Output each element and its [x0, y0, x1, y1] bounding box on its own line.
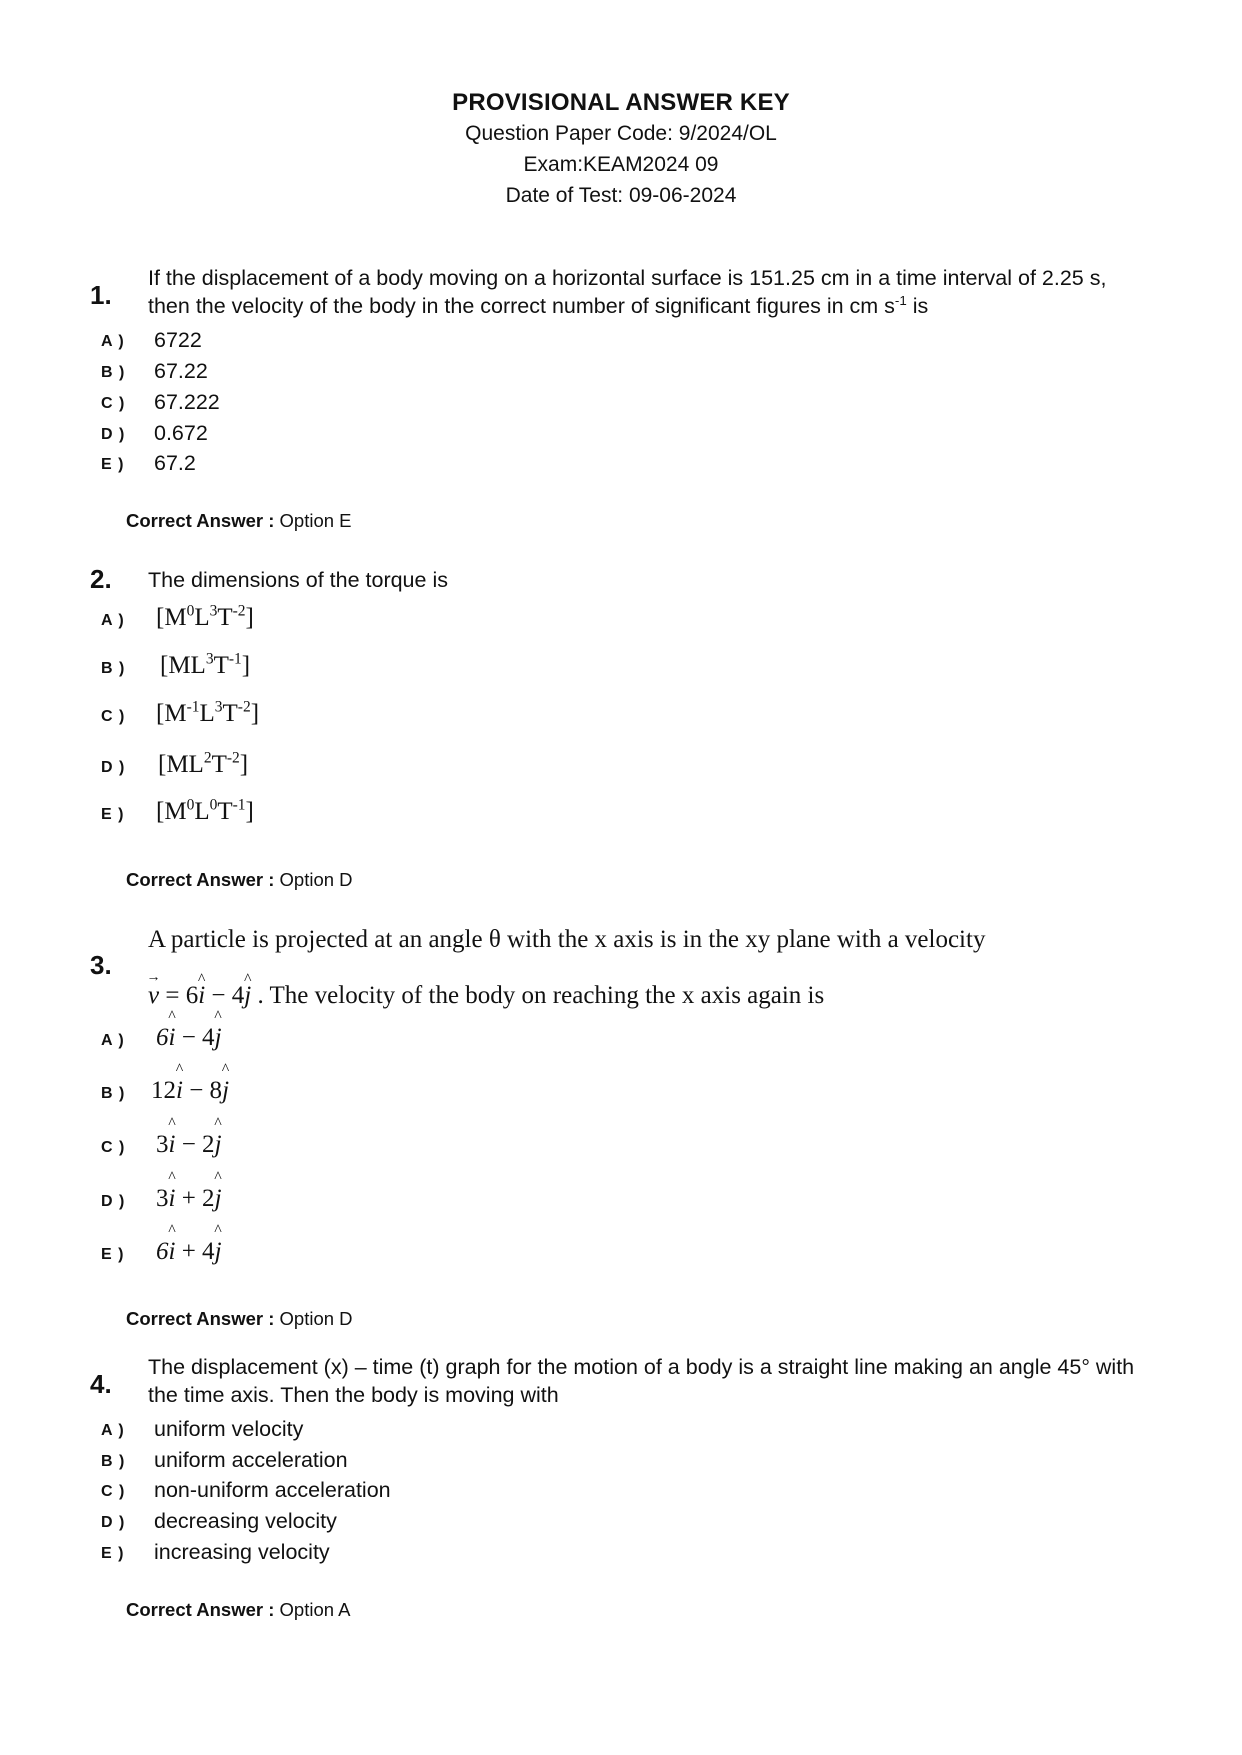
- option-b: B ) uniform acceleration: [101, 1448, 348, 1472]
- option-d: D ) 0.672: [101, 421, 208, 445]
- question-number: 3.: [90, 950, 112, 980]
- correct-answer: Correct Answer : Option D: [126, 869, 353, 890]
- option-e: E ) 67.2: [101, 451, 196, 475]
- option-d: D ) 3^ i + 2^ j: [0, 1185, 900, 1215]
- option-c: C ) $[M^{-1}L^3T^{-2}]$: [101, 698, 260, 727]
- option-e: E ) $[M^0L^0T^{-1}]$: [101, 796, 254, 825]
- question-text: [148, 1353, 1138, 1409]
- document-header: [0, 88, 1242, 211]
- paper-code: Question Paper Code: 9/2024/OL: [465, 122, 777, 145]
- question-text: [148, 264, 1138, 320]
- option-c: C ) non-uniform acceleration: [101, 1478, 391, 1502]
- option-c: C ) 67.222: [101, 390, 220, 414]
- option-a: A ) $[M^0L^3T^{-2}]$: [101, 602, 254, 631]
- option-e: E ) 6^ i + 4^ j: [0, 1238, 900, 1268]
- question-number: 4.: [90, 1369, 112, 1399]
- question-text-line: The displacement (x) – time (t) graph for the motion of a body is a straight line making an angle 45° with: [148, 1355, 1135, 1379]
- question-text: The dimensions of the torque is: [148, 568, 448, 592]
- test-date: Date of Test: 09-06-2024: [505, 184, 737, 207]
- question-text-line: A particle is projected at an angle θ with the x axis is in the xy plane with a velocity: [148, 926, 986, 953]
- exam-name: Exam:KEAM2024 09: [523, 153, 719, 176]
- correct-answer: Correct Answer : Option E: [126, 510, 352, 531]
- question-text-line: → v = 6^ i − 4^ j . The velocity of the body on reaching the x axis again is: [148, 968, 1138, 1024]
- question-number: 1.: [90, 280, 112, 310]
- option-d: D ) $[ML^2T^{-2}]$: [101, 749, 249, 778]
- option-c: C ) 3^ i − 2^ j: [0, 1131, 900, 1161]
- option-b: B ) 12^ i − 8^ j: [0, 1077, 900, 1107]
- correct-answer: Correct Answer : Option D: [126, 1308, 353, 1329]
- page-title: PROVISIONAL ANSWER KEY: [452, 89, 790, 116]
- option-b: B ) 67.22: [101, 359, 208, 383]
- question-text-line: then the velocity of the body in the correct number of significant figures in cm $s^{-1}$ is: [148, 292, 929, 318]
- question-text-line: If the displacement of a body moving on a horizontal surface is 151.25 cm in a time interval of 2.25 s,: [148, 266, 1107, 290]
- option-e: E ) increasing velocity: [101, 1540, 330, 1564]
- option-a: A ) 6^ i − 4^ j: [0, 1024, 900, 1054]
- option-a: A ) uniform velocity: [101, 1417, 304, 1441]
- option-a: A ) 6722: [101, 328, 202, 352]
- option-d: D ) decreasing velocity: [101, 1509, 337, 1533]
- question-number: 2.: [90, 564, 112, 594]
- question-text: [148, 912, 1138, 1024]
- question-text-line: the time axis. Then the body is moving with: [148, 1383, 559, 1407]
- option-b: B ) $[ML^3T^{-1}]$: [101, 650, 251, 679]
- correct-answer: Correct Answer : Option A: [126, 1599, 351, 1620]
